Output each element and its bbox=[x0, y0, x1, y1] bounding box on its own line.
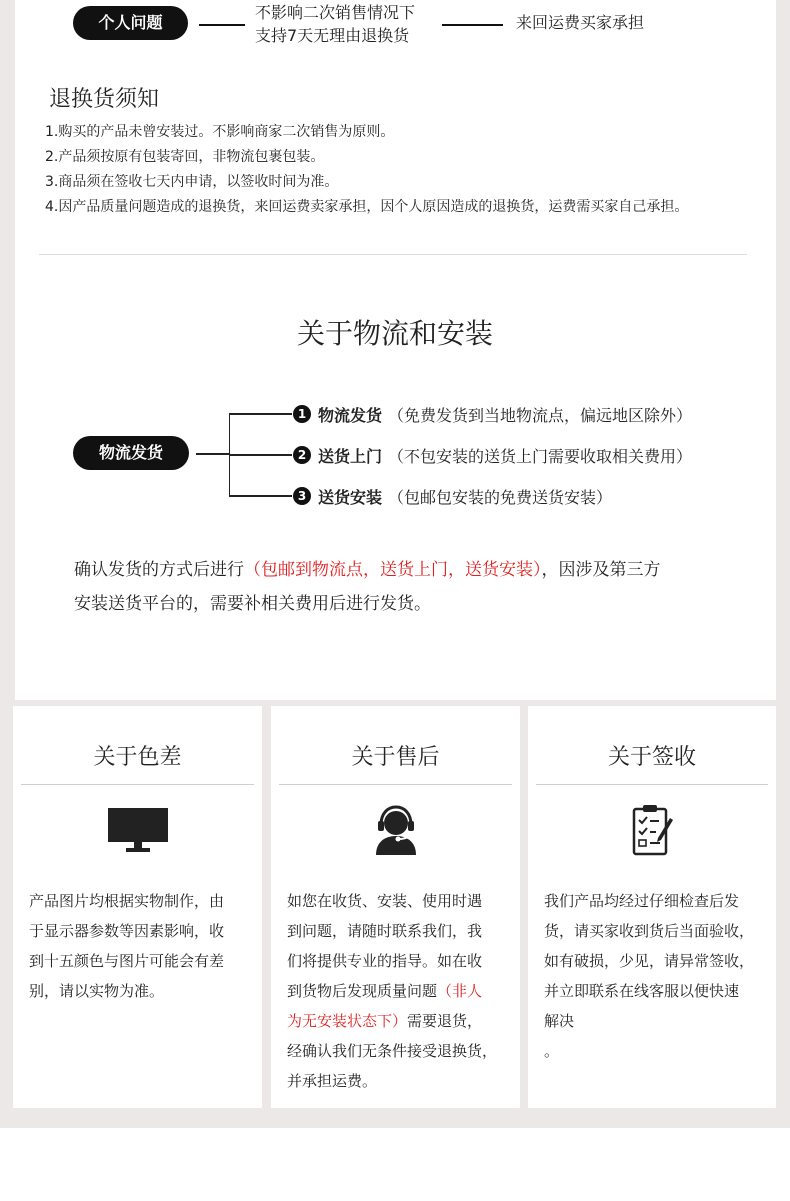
option-name: 送货安装 bbox=[318, 488, 383, 507]
clipboard-check-icon bbox=[528, 802, 776, 858]
card-line: 如有破损，少见，请异常签收， bbox=[544, 952, 755, 970]
notice-list bbox=[45, 120, 688, 220]
card-line: 并立即联系在线客服以便快速 bbox=[544, 982, 740, 1000]
card-line: 到问题，请随时联系我们，我 bbox=[287, 922, 483, 940]
card-line: 货，请买家收到货后当面验收， bbox=[544, 922, 755, 940]
option-1 bbox=[318, 403, 692, 426]
card-title: 关于色差 bbox=[93, 745, 182, 770]
logistics-pill: 物流发货 bbox=[73, 436, 189, 470]
card-highlight: （非人 bbox=[437, 982, 483, 1000]
connector-line bbox=[442, 24, 503, 26]
para-text: ，因涉及第三方 bbox=[541, 560, 661, 580]
card-text: 到货物后发现质量问题 bbox=[287, 982, 438, 1000]
option-desc: （免费发货到当地物流点，偏远地区除外） bbox=[388, 406, 693, 425]
option-desc: （包邮包安装的免费送货安装） bbox=[388, 488, 613, 507]
card-line bbox=[287, 1006, 510, 1036]
notice-item: 2.产品须按原有包装寄回，非物流包裹包装。 bbox=[45, 149, 325, 165]
card-highlight: 为无安装状态下） bbox=[287, 1012, 408, 1030]
option-2 bbox=[318, 444, 692, 467]
logistics-paragraph-line1 bbox=[74, 555, 661, 580]
card-divider bbox=[536, 784, 768, 785]
option-name: 送货上门 bbox=[318, 447, 383, 466]
notice-title: 退换货须知 bbox=[49, 87, 160, 112]
monitor-icon bbox=[13, 802, 262, 858]
para-highlight: （包邮到物流点，送货上门，送货安装） bbox=[244, 560, 542, 580]
logistics-title: 关于物流和安装 bbox=[296, 317, 493, 350]
notice-item: 1.购买的产品未曾安装过。不影响商家二次销售为原则。 bbox=[45, 124, 395, 140]
card-line: 产品图片均根据实物制作，由 bbox=[29, 892, 225, 910]
connector-line bbox=[230, 495, 292, 497]
card-line: 如您在收货、安装、使用时遇 bbox=[287, 892, 483, 910]
card-line: 并承担运费。 bbox=[287, 1072, 378, 1090]
option-number-3: 3 bbox=[293, 487, 311, 505]
notice-item: 3.商品须在签收七天内申请，以签收时间为准。 bbox=[45, 174, 339, 190]
personal-middle-line1: 不影响二次销售情况下 bbox=[255, 3, 416, 22]
personal-issue-pill: 个人问题 bbox=[73, 6, 188, 40]
card-line: 。 bbox=[544, 1042, 560, 1060]
connector-line bbox=[230, 454, 292, 456]
personal-right-text: 来回运费买家承担 bbox=[516, 13, 645, 32]
card-divider bbox=[279, 784, 512, 785]
connector-line bbox=[199, 24, 245, 26]
connector-line bbox=[230, 413, 292, 415]
card-title: 关于售后 bbox=[351, 745, 440, 770]
option-name: 物流发货 bbox=[318, 406, 383, 425]
logistics-paragraph-line2: 安装送货平台的，需要补相关费用后进行发货。 bbox=[74, 594, 431, 614]
card-after-sales bbox=[271, 706, 520, 1108]
card-title: 关于签收 bbox=[607, 745, 696, 770]
card-line: 于显示器参数等因素影响，收 bbox=[29, 922, 225, 940]
card-line: 解决 bbox=[544, 1012, 575, 1030]
card-text: 需要退货， bbox=[407, 1012, 483, 1030]
card-delivery-signing bbox=[528, 706, 776, 1108]
card-line: 别，请以实物为准。 bbox=[29, 982, 165, 1000]
card-body bbox=[287, 886, 510, 1096]
option-number-2: 2 bbox=[293, 446, 311, 464]
para-text: 确认发货的方式后进行 bbox=[74, 560, 244, 580]
divider bbox=[39, 254, 747, 255]
card-body bbox=[29, 886, 252, 1006]
connector-line bbox=[196, 453, 230, 455]
headset-user-icon bbox=[271, 802, 520, 858]
notice-item: 4.因产品质量问题造成的退换货，来回运费卖家承担，因个人原因造成的退换货，运费需买家自己承担。 bbox=[45, 199, 689, 215]
card-line: 经确认我们无条件接受退换货， bbox=[287, 1042, 498, 1060]
option-3 bbox=[318, 485, 612, 508]
card-line: 们将提供专业的指导。如在收 bbox=[287, 952, 483, 970]
card-line bbox=[287, 976, 510, 1006]
card-divider bbox=[21, 784, 254, 785]
option-number-1: 1 bbox=[293, 405, 311, 423]
card-line: 到十五颜色与图片可能会有差 bbox=[29, 952, 225, 970]
card-line: 我们产品均经过仔细检查后发 bbox=[544, 892, 740, 910]
personal-middle-line2: 支持7天无理由退换货 bbox=[255, 26, 410, 45]
card-body bbox=[544, 886, 766, 1066]
card-color-difference bbox=[13, 706, 262, 1108]
option-desc: （不包安装的送货上门需要收取相关费用） bbox=[388, 447, 693, 466]
